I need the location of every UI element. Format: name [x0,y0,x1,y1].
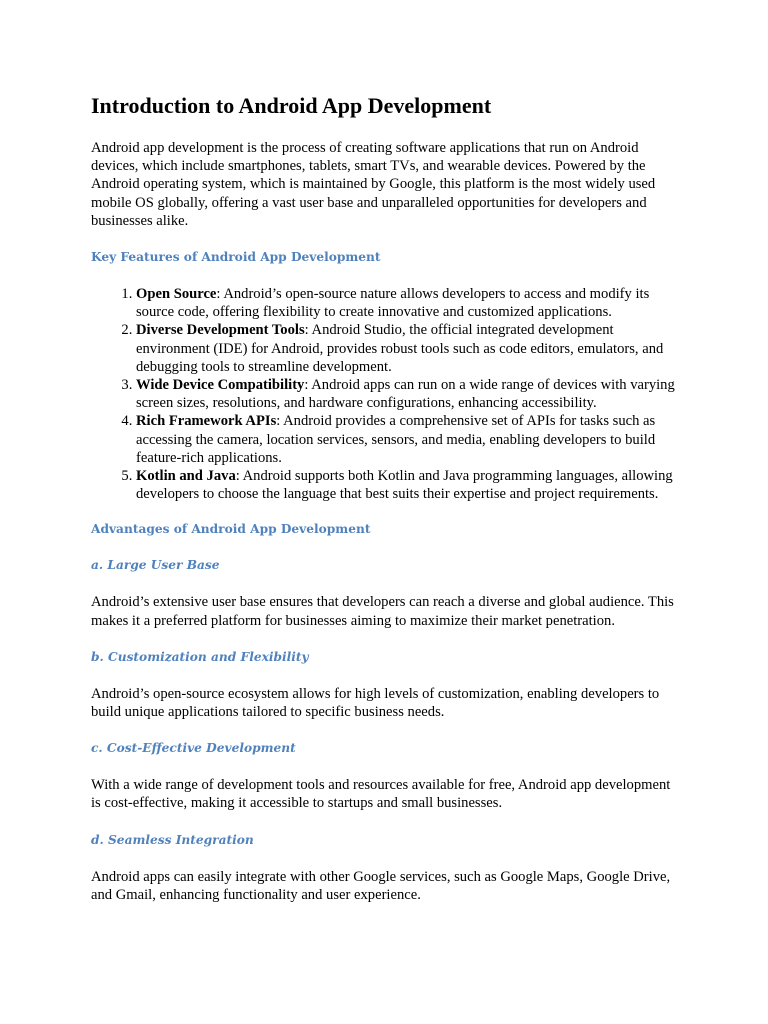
feature-term: Kotlin and Java [136,468,236,485]
feature-text: : Android Studio, the official integrated development environment (IDE) for Android, provides robust tools such as code editors, emulators, and debugging tools to streamline development. [136,322,664,375]
intro-paragraph: Android app development is the process of creating software applications that run on Android devices, which include smartphones, tablets, smart TVs, and wearable devices. Powered by the Android operating system, which is maintained by Google, this platform is the most widely used mobile OS globally, offering a vast user base and unparalleled opportunities for developers and businesses alike. [91,140,656,229]
advantage-text-cost-effective: With a wide range of development tools and resources available for free, Android app development is cost-effective, making it accessible to startups and small businesses. [91,777,671,812]
feature-term: Wide Device Compatibility [136,377,305,394]
advantages-heading: Advantages of Android App Development [91,522,371,537]
advantage-text-integration: Android apps can easily integrate with other Google services, such as Google Maps, Google Drive, and Gmail, enhancing functionality and user experience. [91,868,671,903]
feature-term: Open Source [136,286,217,303]
advantage-heading-integration: d. Seamless Integration [91,832,254,847]
list-item [136,285,683,321]
feature-term: Diverse Development Tools [136,322,305,339]
list-item [136,376,683,412]
advantage-text-large-user-base: Android’s extensive user base ensures that developers can reach a diverse and global audience. This makes it a preferred platform for businesses aiming to maximize their market penetration. [91,594,674,629]
feature-text: : Android’s open-source nature allows developers to access and modify its source code, offering flexibility to create innovative and customized applications. [136,286,650,321]
advantage-heading-large-user-base: a. Large User Base [91,558,220,573]
advantage-heading-cost-effective: c. Cost-Effective Development [91,741,296,756]
advantage-text-customization: Android’s open-source ecosystem allows for high levels of customization, enabling developers to build unique applications tailored to specific business needs. [91,685,660,721]
features-list [91,285,683,503]
feature-text: : Android supports both Kotlin and Java programming languages, allowing developers to choose the language that best suits their expertise and project requirements. [136,468,673,503]
list-item [136,467,683,503]
list-item [136,412,683,467]
feature-text: : Android apps can run on a wide range of devices with varying screen sizes, resolutions, and hardware configurations, enhancing accessibility. [136,377,675,412]
document-title: Introduction to Android App Development [91,93,492,118]
feature-text: : Android provides a comprehensive set of APIs for tasks such as accessing the camera, location services, sensors, and media, enabling developers to build feature-rich applications. [136,413,656,466]
list-item [136,321,683,376]
features-heading: Key Features of Android App Development [91,250,381,265]
document-page [91,92,683,923]
advantage-heading-customization: b. Customization and Flexibility [91,649,309,664]
feature-term: Rich Framework APIs [136,413,277,430]
